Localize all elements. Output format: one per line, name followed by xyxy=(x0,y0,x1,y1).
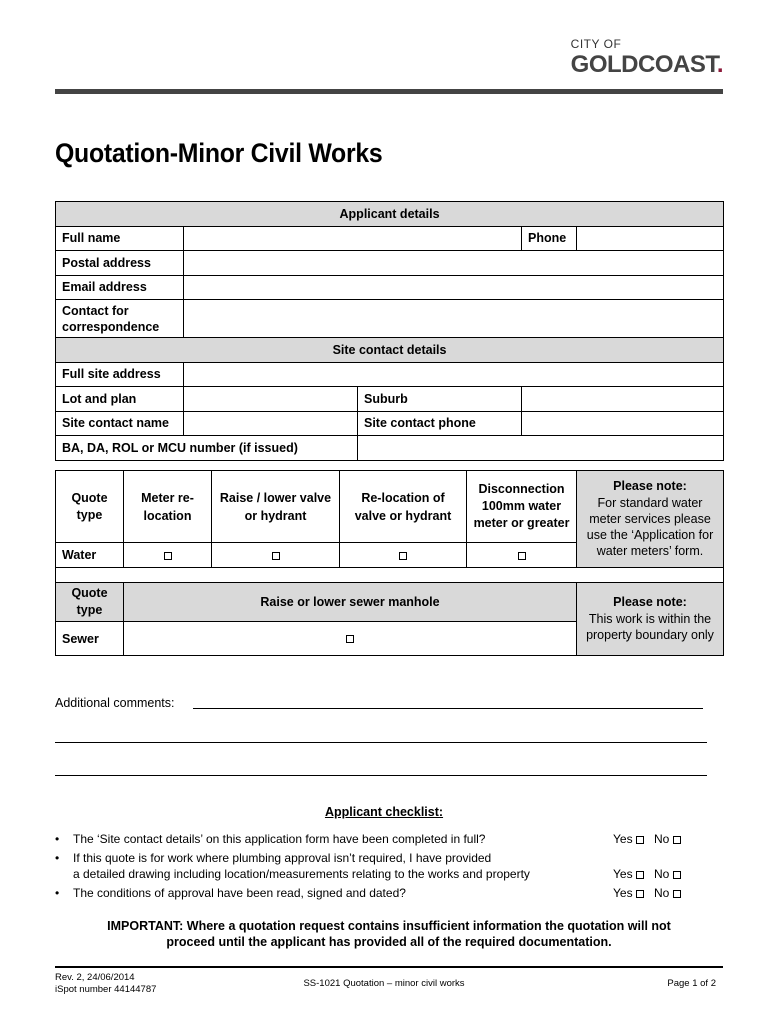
label-site-contact-phone: Site contact phone xyxy=(358,411,522,436)
sewer-quote-type-header: Quote type xyxy=(56,583,124,622)
header-rule xyxy=(55,89,723,94)
full-name-field[interactable] xyxy=(184,226,522,251)
label-contact-correspondence: Contact for correspondence xyxy=(56,300,184,338)
site-contact-name-field[interactable] xyxy=(184,411,358,436)
checklist-title: Applicant checklist: xyxy=(324,805,444,819)
logo-goldcoast: GOLDCOAST. xyxy=(570,51,723,78)
sewer-manhole-header: Raise or lower sewer manhole xyxy=(124,583,577,622)
label-phone: Phone xyxy=(522,226,577,251)
disconnection-checkbox-cell xyxy=(467,543,577,568)
raise-lower-valve-checkbox[interactable] xyxy=(272,552,280,560)
spacer-row xyxy=(56,568,724,583)
yes-checkbox[interactable] xyxy=(636,871,644,879)
bullet-icon: • xyxy=(55,832,60,846)
page-title: Quotation-Minor Civil Works xyxy=(55,138,383,168)
relocation-valve-checkbox-cell xyxy=(340,543,467,568)
yes-checkbox[interactable] xyxy=(636,890,644,898)
important-notice: IMPORTANT: Where a quotation request contains insufficient information the quotation will not proceed until the applicant has provided all of the required documentation. xyxy=(107,919,671,949)
label-ba-da-number: BA, DA, ROL or MCU number (if issued) xyxy=(56,436,358,461)
raise-lower-valve-header: Raise / lower valve or hydrant xyxy=(212,471,340,543)
disconnection-checkbox[interactable] xyxy=(518,552,526,560)
email-address-field[interactable] xyxy=(184,275,724,300)
no-checkbox[interactable] xyxy=(673,871,681,879)
footer-rule xyxy=(55,966,723,968)
label-lot-and-plan: Lot and plan xyxy=(56,387,184,412)
meter-relocation-checkbox[interactable] xyxy=(164,552,172,560)
section-applicant-details: Applicant details xyxy=(56,202,724,227)
applicant-details-table xyxy=(55,201,724,461)
site-contact-phone-field[interactable] xyxy=(522,411,724,436)
no-checkbox[interactable] xyxy=(673,836,681,844)
water-label: Water xyxy=(56,543,124,568)
contact-correspondence-field[interactable] xyxy=(184,300,724,338)
label-suburb: Suburb xyxy=(358,387,522,412)
city-logo xyxy=(571,38,723,78)
raise-lower-valve-checkbox-cell xyxy=(212,543,340,568)
section-site-contact-details: Site contact details xyxy=(56,338,724,363)
water-quote-type-header: Quote type xyxy=(56,471,124,543)
relocation-valve-checkbox[interactable] xyxy=(399,552,407,560)
sewer-label: Sewer xyxy=(56,622,124,656)
logo-city-of: CITY OF xyxy=(570,37,622,51)
yes-checkbox[interactable] xyxy=(636,836,644,844)
comment-line-1[interactable] xyxy=(193,708,703,709)
phone-field[interactable] xyxy=(577,226,724,251)
disconnection-header: Disconnection 100mm water meter or greater xyxy=(467,471,577,543)
label-site-contact-name: Site contact name xyxy=(56,411,184,436)
label-full-site-address: Full site address xyxy=(56,362,184,387)
quote-type-table xyxy=(55,470,724,656)
additional-comments-label: Additional comments: xyxy=(55,696,175,710)
yes-no-options: Yes No xyxy=(613,831,681,847)
ba-da-number-field[interactable] xyxy=(358,436,724,461)
bullet-icon: • xyxy=(55,851,60,865)
footer-ispot: iSpot number 44144787 xyxy=(55,984,157,995)
postal-address-field[interactable] xyxy=(184,251,724,276)
relocation-valve-header: Re-location of valve or hydrant xyxy=(340,471,467,543)
sewer-manhole-checkbox-cell xyxy=(124,622,577,656)
lot-and-plan-field[interactable] xyxy=(184,387,358,412)
footer-rev: Rev. 2, 24/06/2014 xyxy=(55,972,135,983)
yes-no-options: Yes No xyxy=(613,885,681,901)
footer-doc-name: SS-1021 Quotation – minor civil works xyxy=(303,978,465,989)
meter-relocation-checkbox-cell xyxy=(124,543,212,568)
suburb-field[interactable] xyxy=(522,387,724,412)
label-full-name: Full name xyxy=(56,226,184,251)
sewer-note: Please note: This work is within the property boundary only xyxy=(577,583,724,656)
yes-no-options: Yes No xyxy=(613,866,681,882)
footer-page-number: Page 1 of 2 xyxy=(667,978,716,989)
bullet-icon: • xyxy=(55,886,60,900)
no-checkbox[interactable] xyxy=(673,890,681,898)
label-email-address: Email address xyxy=(56,275,184,300)
comment-line-2[interactable] xyxy=(55,742,707,743)
full-site-address-field[interactable] xyxy=(184,362,724,387)
sewer-manhole-checkbox[interactable] xyxy=(346,635,354,643)
meter-relocation-header: Meter re-location xyxy=(124,471,212,543)
label-postal-address: Postal address xyxy=(56,251,184,276)
water-note: Please note: For standard water meter services please use the ‘Application for water meters’ form. xyxy=(577,471,724,568)
comment-line-3[interactable] xyxy=(55,775,707,776)
